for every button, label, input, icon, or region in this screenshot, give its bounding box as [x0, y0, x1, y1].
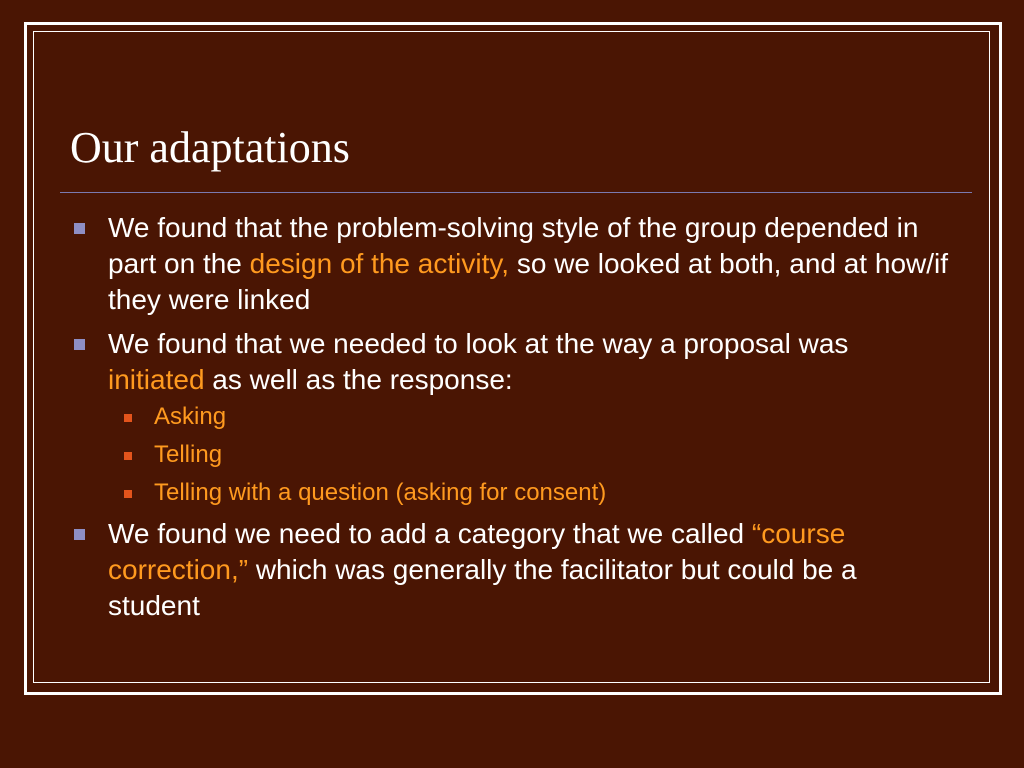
sub-bullet-list: [108, 402, 952, 508]
bullet-text: so we looked at both, and at how/if they were linked: [108, 248, 949, 315]
bullet-list: [72, 210, 952, 632]
sub-bullet-text: Telling: [154, 441, 223, 468]
highlighted-phrase: design of the activity,: [249, 248, 510, 279]
square-bullet-icon: [74, 529, 85, 540]
bullet-item-2: [72, 326, 952, 508]
bullet-text: We found that we needed to look at the way a proposal was: [108, 328, 849, 359]
square-bullet-icon: [124, 414, 132, 422]
highlighted-phrase: “course correction,”: [108, 518, 846, 585]
slide-title: Our adaptations: [70, 123, 350, 172]
bullet-text: We found we need to add a category that we called: [108, 518, 752, 549]
square-bullet-icon: [124, 452, 132, 460]
bullet-item-3: [72, 516, 952, 624]
square-bullet-icon: [74, 223, 85, 234]
title-divider: [60, 192, 972, 193]
square-bullet-icon: [124, 490, 132, 498]
square-bullet-icon: [74, 339, 85, 350]
sub-bullet-item: [108, 478, 952, 508]
sub-bullet-text: Asking: [154, 403, 227, 430]
sub-bullet-text: Telling with a question (asking for consent): [154, 479, 607, 506]
bullet-text: which was generally the facilitator but could be a student: [108, 554, 857, 621]
bullet-item-1: [72, 210, 952, 318]
highlighted-phrase: initiated: [108, 364, 205, 395]
bullet-text: We found that the problem-solving style of the group depended in part on the: [108, 212, 919, 279]
sub-bullet-item: [108, 440, 952, 470]
sub-bullet-item: [108, 402, 952, 432]
bullet-text: as well as the response:: [204, 364, 513, 395]
